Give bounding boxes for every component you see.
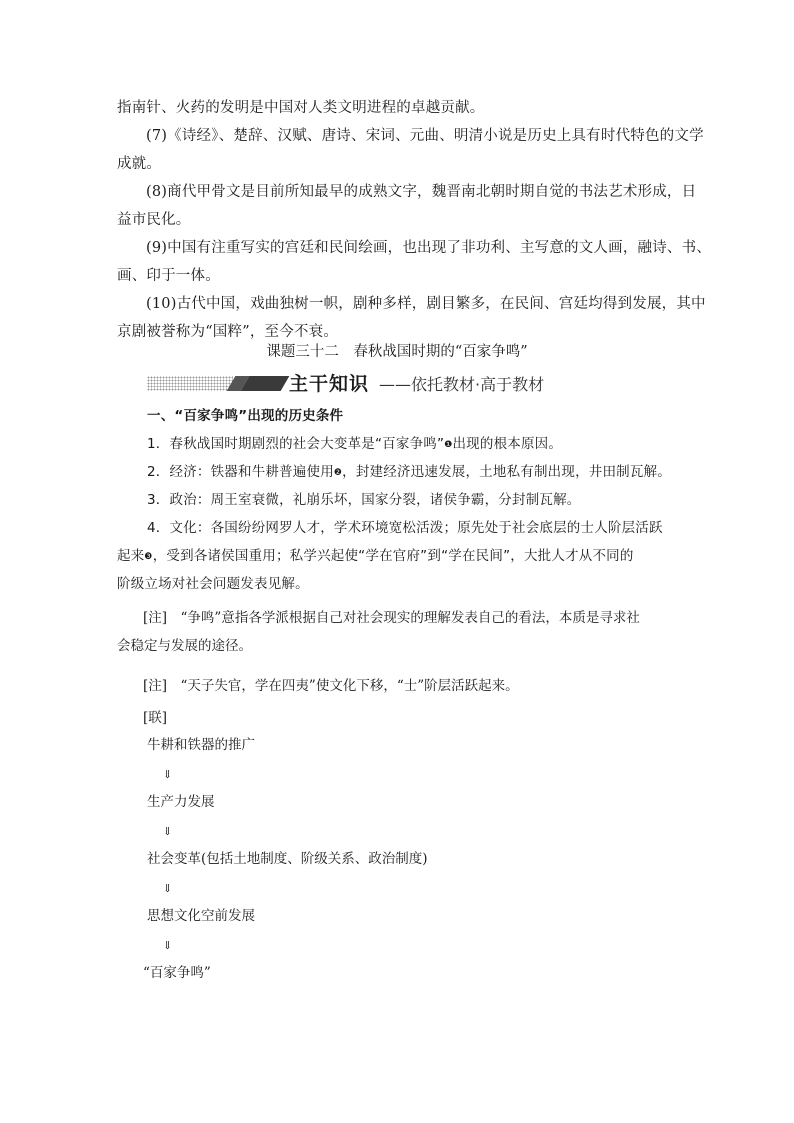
paragraph-8-line2: 益市民化。 xyxy=(117,212,191,228)
paragraph-10-line2: 京剧被誉称为“国粹”，至今不衰。 xyxy=(117,324,339,340)
paragraph-8-line1: (8)商代甲骨文是目前所知最早的成熟文字，魏晋南北朝时期自觉的书法艺术形成，日 xyxy=(146,184,697,200)
flow-step-2: 生产力发展 xyxy=(147,794,215,810)
condition-item-4-line2 xyxy=(117,542,677,571)
note-2: [注] “天子失官，学在四夷”使文化下移，“士”阶层活跃起来。 xyxy=(143,678,519,694)
lesson-title: 课题三十二 春秋战国时期的“百家争鸣” xyxy=(266,344,528,360)
condition-item-2 xyxy=(147,458,707,487)
condition-item-1-end: 出现的根本原因。 xyxy=(452,436,563,452)
annotation-mark-2: ❷ xyxy=(333,468,343,478)
flow-step-3: 社会变革(包括土地制度、阶级关系、政治制度) xyxy=(147,851,428,867)
paragraph-7-line2: 成就。 xyxy=(117,156,162,172)
condition-item-4-text: 起来 xyxy=(117,548,145,564)
paragraph-10-line1: (10)古代中国，戏曲独树一帜，剧种多样，剧目繁多，在民间、宫廷均得到发展，其中 xyxy=(146,296,706,312)
paragraph-9-line1: (9)中国有注重写实的宫廷和民间绘画，也出现了非功利、主写意的文人画，融诗、书、 xyxy=(146,240,712,256)
note-1-line2: 会稳定与发展的途径。 xyxy=(117,638,252,654)
condition-item-1-text: 1．春秋战国时期剧烈的社会大变革是“百家争鸣” xyxy=(147,436,445,452)
down-arrow-icon: ⇓ xyxy=(163,882,173,895)
banner-dot-pattern xyxy=(147,376,233,391)
flow-step-1: 牛耕和铁器的推广 xyxy=(147,737,255,753)
flow-step-5: “百家争鸣” xyxy=(143,965,211,981)
down-arrow-icon: ⇓ xyxy=(163,939,173,952)
annotation-mark-1: ❶ xyxy=(444,440,453,450)
condition-item-4-cont: ，受到各诸侯国重用；私学兴起使“学在官府”到“学在民间”，大批人才从不同的 xyxy=(152,548,634,564)
banner-subtitle: ——依托教材·高于教材 xyxy=(379,375,545,394)
condition-item-3: 3．政治：周王室衰微，礼崩乐坏，国家分裂，诸侯争霸，分封制瓦解。 xyxy=(147,492,581,508)
condition-item-2-text: 2．经济：铁器和牛耕普遍使用 xyxy=(147,464,334,480)
condition-item-4-line3: 阶级立场对社会问题发表见解。 xyxy=(117,576,309,592)
banner-heading: 主干知识 xyxy=(289,373,370,395)
section-banner xyxy=(147,371,667,397)
annotation-mark-3: ❸ xyxy=(144,552,153,562)
condition-item-4-line1: 4．文化：各国纷纷网罗人才，学术环境宽松活泼；原先处于社会底层的士人阶层活跃 xyxy=(147,520,663,536)
paragraph-7-line1: (7)《诗经》、楚辞、汉赋、唐诗、宋词、元曲、明清小说是历史上具有时代特色的文学 xyxy=(146,128,704,144)
note-1-line1: [注] “争鸣”意指各学派根据自己对社会现实的理解发表自己的看法，本质是寻求社 xyxy=(143,610,640,626)
flow-step-4: 思想文化空前发展 xyxy=(147,908,255,924)
link-label: [联] xyxy=(143,710,168,726)
down-arrow-icon: ⇓ xyxy=(163,825,173,838)
condition-item-1 xyxy=(147,430,707,459)
paragraph-9-line2: 画、印于一体。 xyxy=(117,268,220,284)
banner-bar xyxy=(241,376,290,391)
paragraph-line: 指南针、火药的发明是中国对人类文明进程的卓越贡献。 xyxy=(117,100,485,116)
down-arrow-icon: ⇓ xyxy=(163,768,173,781)
condition-item-2-end: ，封建经济迅速发展，土地私有制出现，井田制瓦解。 xyxy=(342,464,671,480)
section-heading: 一、“百家争鸣”出现的历史条件 xyxy=(147,408,344,424)
